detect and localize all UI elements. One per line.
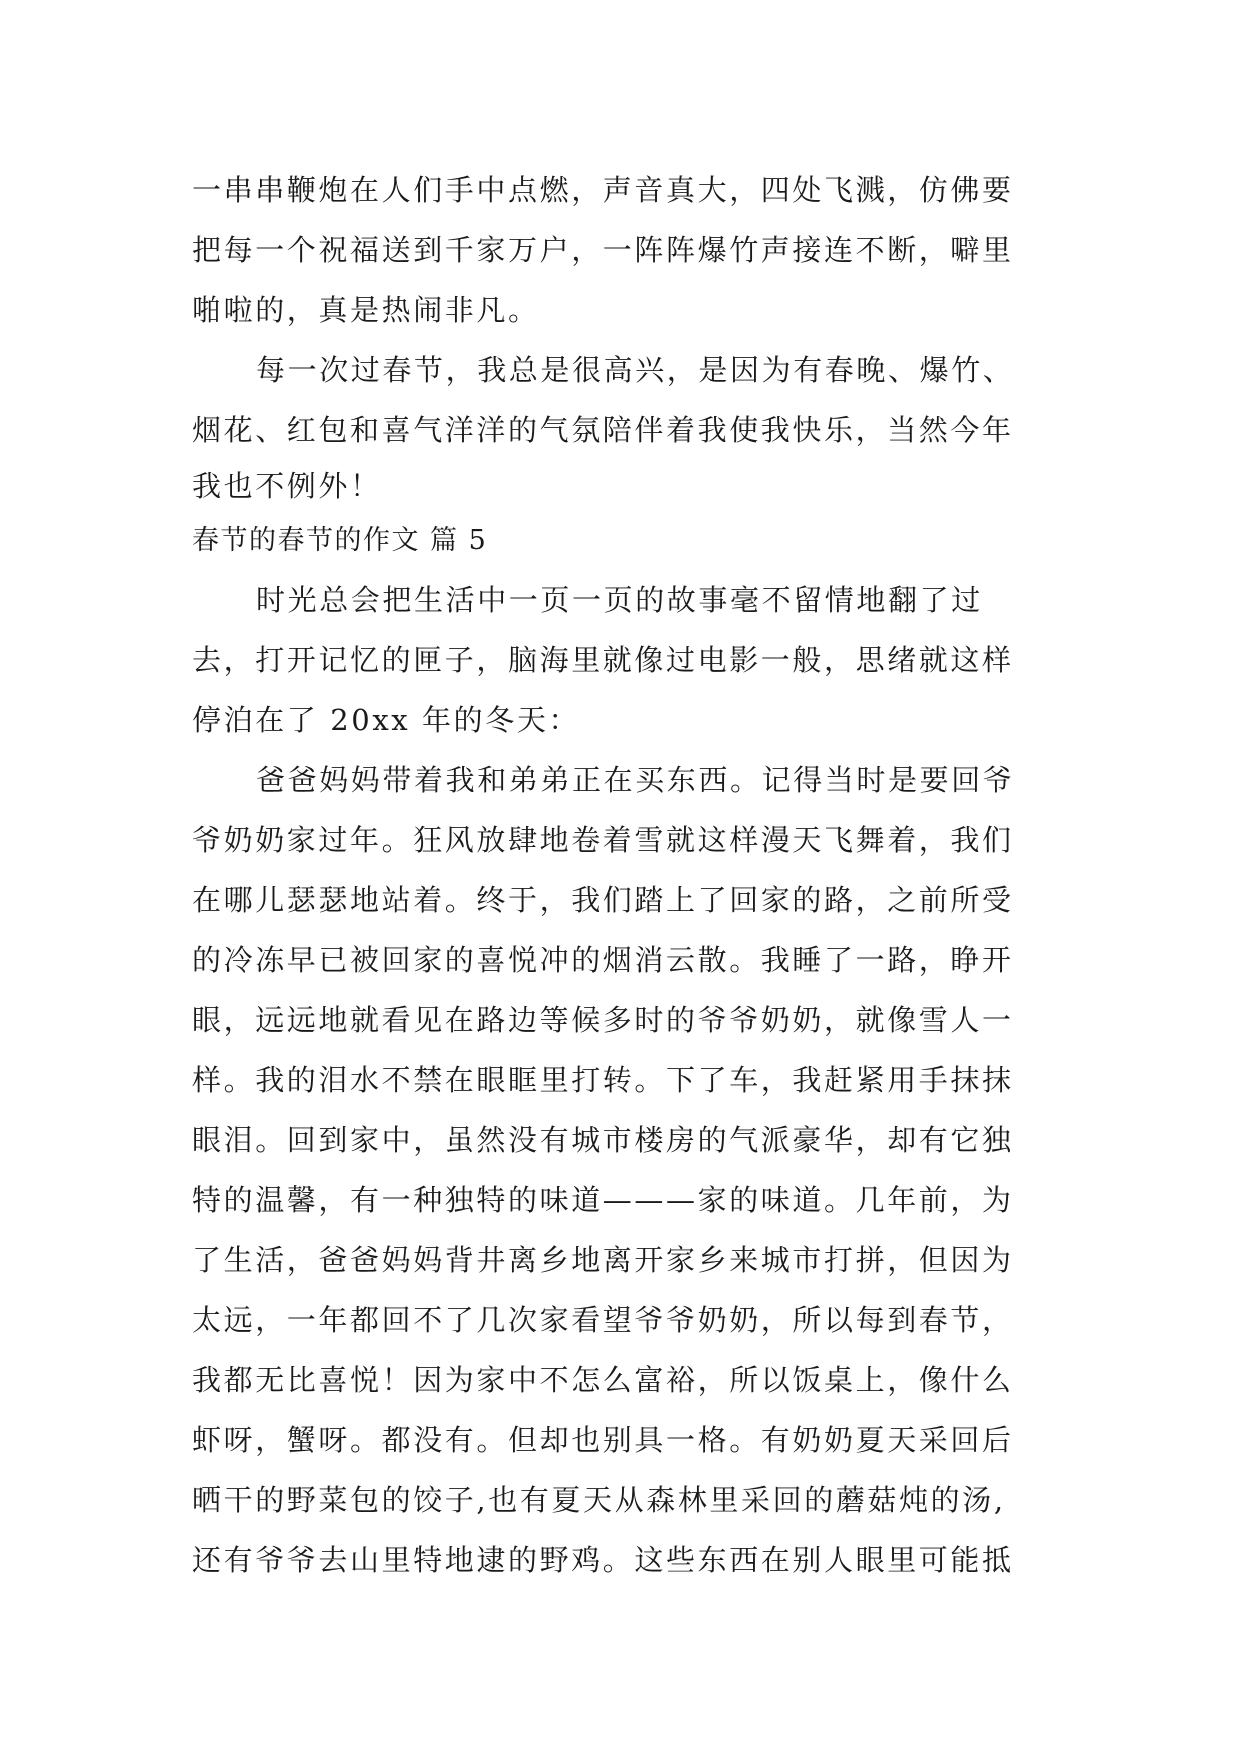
text-line: 时光总会把生活中一页一页的故事毫不留情地翻了过 [256,583,983,617]
section-heading-title: 春节的春节的作文 [192,525,420,556]
text-line: 晒干的野菜包的饺子,也有夏天从森林里采回的蘑菇炖的汤, [192,1483,1006,1517]
text-line: 样。我的泪水不禁在眼眶里打转。下了车，我赶紧用手抹抹 [192,1063,1014,1097]
section-heading [192,512,1072,570]
text-line: 一串串鞭炮在人们手中点燃，声音真大，四处飞溅，仿佛要 [192,173,1014,207]
section-heading-number: 篇 5 [430,525,488,556]
paragraph-c [192,570,1072,750]
paragraph-a [192,160,1072,340]
document-body [192,160,1072,1590]
text-line: 在哪儿瑟瑟地站着。终于，我们踏上了回家的路，之前所受 [192,883,1014,917]
text-line: 眼，远远地就看见在路边等候多时的爷爷奶奶，就像雪人一 [192,1003,1014,1037]
text-line: 每一次过春节，我总是很高兴，是因为有春晚、爆竹、 [256,353,1015,387]
text-line: 烟花、红包和喜气洋洋的气氛陪伴着我使我快乐，当然今年 [192,413,1014,447]
text-line: 我都无比喜悦！因为家中不怎么富裕，所以饭桌上，像什么 [192,1363,1014,1397]
text-line: 啪啦的，真是热闹非凡。 [192,293,540,327]
text-line: 特的温馨，有一种独特的味道———家的味道。几年前，为 [192,1183,1014,1217]
text-line: 我也不例外！ [192,469,382,503]
text-line: 眼泪。回到家中，虽然没有城市楼房的气派豪华，却有它独 [192,1123,1014,1157]
paragraph-b [192,340,1072,512]
text-line: 了生活，爸爸妈妈背井离乡地离开家乡来城市打拼，但因为 [192,1243,1014,1277]
text-line: 去，打开记忆的匣子，脑海里就像过电影一般，思绪就这样 [192,643,1014,677]
text-line: 还有爷爷去山里特地逮的野鸡。这些东西在别人眼里可能抵 [192,1543,1014,1577]
text-line: 太远，一年都回不了几次家看望爷爷奶奶，所以每到春节， [192,1303,1014,1337]
text-line: 停泊在了 20xx 年的冬天： [192,703,581,737]
text-line: 虾呀，蟹呀。都没有。但却也别具一格。有奶奶夏天采回后 [192,1423,1014,1457]
text-line: 把每一个祝福送到千家万户，一阵阵爆竹声接连不断，噼里 [192,233,1014,267]
paragraph-d [192,750,1072,1590]
text-line: 爸爸妈妈带着我和弟弟正在买东西。记得当时是要回爷 [256,763,1015,797]
text-line: 爷奶奶家过年。狂风放肆地卷着雪就这样漫天飞舞着，我们 [192,823,1014,857]
text-line: 的冷冻早已被回家的喜悦冲的烟消云散。我睡了一路，睁开 [192,943,1014,977]
